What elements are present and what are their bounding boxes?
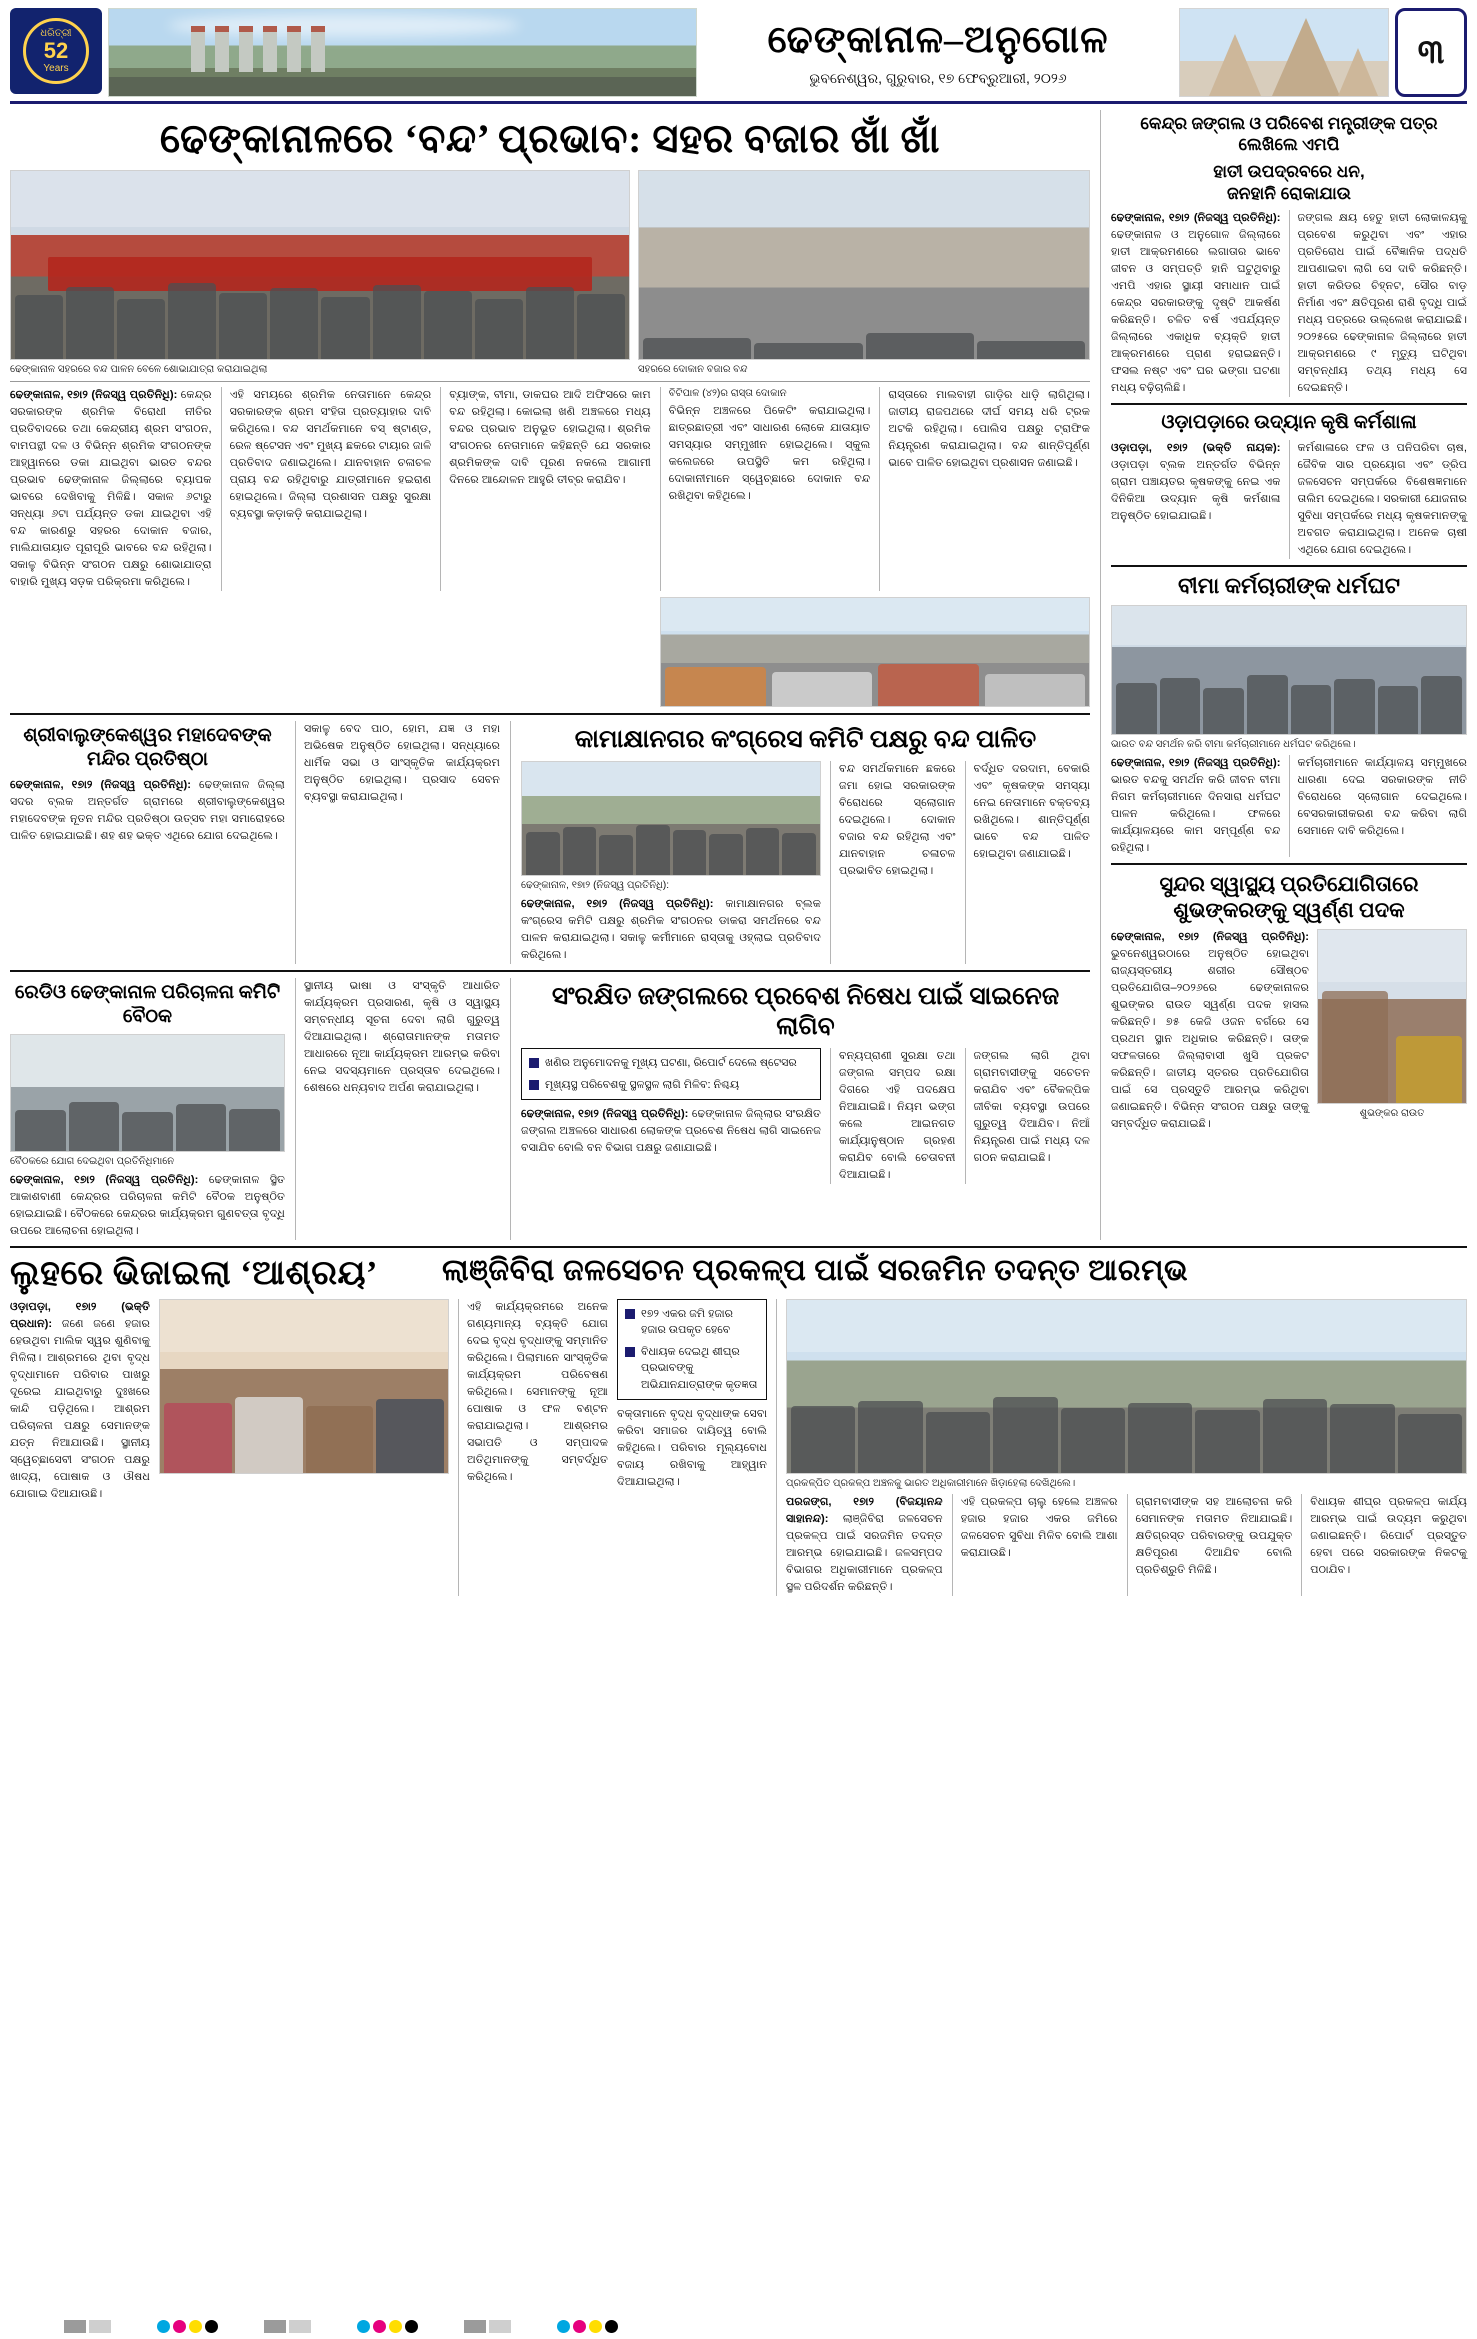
health-headline-2: ଶୁଭଙ୍କରଙ୍କୁ ସ୍ୱର୍ଣ୍ଣ ପଦକ — [1173, 898, 1405, 923]
mandir-text-2: ସକାଳୁ ବେଦ ପାଠ, ହୋମ, ଯଜ୍ଞ ଓ ମହା ଅଭିଷେକ ଅନୁଷ୍ଠିତ ହୋଇଥିଲା। ସନ୍ଧ୍ୟାରେ ଧାର୍ମିକ ସଭା ଓ ସାଂସ୍କୃତିକ କାର୍ଯ୍ୟକ୍ରମ ଅନୁଷ୍ଠିତ ହୋଇଥିଲା। ପ୍ରସାଦ ସେବନ ବ୍ୟବସ୍ଥା କରାଯାଇଥିଲା। — [304, 723, 500, 804]
bullet-square-icon — [529, 1080, 539, 1090]
elephant-body-1 — [1111, 210, 1281, 397]
color-registration-bar — [0, 2313, 1477, 2339]
sanrakhita-note-text-2: ମୂଖ୍ୟସ୍ଥ ପରିବେଶକୁ ସ୍ଥଳସ୍ଥଳ ଲାଗି ମିଳିବ: ନିଶ୍ଚୟ — [545, 1078, 740, 1091]
bottom-right-text-4: ବିଧାୟକ ଶୀଘ୍ର ପ୍ରକଳ୍ପ କାର୍ଯ୍ୟ ଆରମ୍ଭ ପାଇଁ ଉଦ୍ୟମ କରୁଥିବା ଜଣାଇଛନ୍ତି। ରିପୋର୍ଟ ପ୍ରସ୍ତୁତ ହେବା ପରେ ସରକାରଙ୍କ ନିକଟକୁ ପଠାଯିବ। — [1310, 1495, 1467, 1576]
bottom-right-body-3 — [1127, 1494, 1293, 1596]
lead-photo2-caption: ସହରରେ ଦୋକାନ ବଜାର ବନ୍ଦ — [638, 364, 748, 375]
radio-body-2 — [295, 978, 500, 1240]
lead-col3-text: ବ୍ୟାଙ୍କ, ବୀମା, ଡାକଘର ଆଦି ଅଫିସରେ କାମ ବନ୍ଦ ରହିଥିଲା। କୋଇଲା ଖଣି ଅଞ୍ଚଳରେ ମଧ୍ୟ ବନ୍ଦର ପ୍ରଭାବ ଅନୁଭୂତ ହୋଇଥିଲା। ଶ୍ରମିକ ସଂଗଠନର ନେତାମାନେ କହିଛନ୍ତି ଯେ ସରକାର ଶ୍ରମିକଙ୍କ ଦାବି ପୂରଣ ନକଲେ ଆଗାମୀ ଦିନରେ ଆନ୍ଦୋଳନ ଆହୁରି ତୀବ୍ର କରାଯିବ। — [449, 389, 651, 487]
udyan-headline: ଓଡ଼ାପଡ଼ାରେ ଉଦ୍ୟାନ କୃଷି କର୍ମଶାଳା — [1161, 411, 1417, 433]
logo-top-text: ଧରିତ୍ରୀ — [40, 27, 72, 39]
health-text-2: ୭୫ କେଜି ଓଜନ ବର୍ଗରେ ସେ ପ୍ରଥମ ସ୍ଥାନ ଅଧିକାର କରିଛନ୍ତି। ତାଙ୍କ ସଫଳତାରେ ଜିଲ୍ଲାବାସୀ ଖୁସି ପ୍ରକଟ କରିଛନ୍ତି। — [1111, 1015, 1310, 1079]
registration-group-3 — [264, 2320, 311, 2333]
lead-photo1-caption: ଢେଙ୍କାନାଳ ସହରରେ ବନ୍ଦ ପାଳନ ବେଳେ ଶୋଭାଯାତ୍ରା କରାଯାଇଥିଲା — [10, 364, 268, 375]
bima-body-1 — [1111, 755, 1281, 857]
lead-col5-text: ରାସ୍ତାରେ ମାଲବାହୀ ଗାଡ଼ିର ଧାଡ଼ି ଲାଗିଥିଲା। ଜାତୀୟ ରାଜପଥରେ ଦୀର୍ଘ ସମୟ ଧରି ଟ୍ରକ ଅଟକି ରହିଥିଲା। ପୋଲିସ ପକ୍ଷରୁ ଟ୍ରାଫିକ ନିୟନ୍ତ୍ରଣ କରାଯାଇଥିଲା। ବନ୍ଦ ଶାନ୍ତିପୂର୍ଣ୍ଣ ଭାବେ ପାଳିତ ହୋଇଥିବା ପ୍ରଶାସନ ଜଣାଇଛି। — [888, 389, 1090, 470]
bottom-note-box — [617, 1299, 767, 1401]
bottom-right-headline: ଲାଞ୍ଜିବିରା ଜଳସେଚନ ପ୍ରକଳ୍ପ ପାଇଁ ସରଜମିନ ତଦନ୍ତ ଆରମ୍ଭ — [442, 1253, 1189, 1287]
bottom-left-headline: ଲୁହରେ ଭିଜାଇଲା ‘ଆଶ୍ରୟ’ — [10, 1254, 378, 1292]
registration-group-2 — [157, 2320, 218, 2333]
lead-col1-text: କେନ୍ଦ୍ର ସରକାରଙ୍କ ଶ୍ରମିକ ବିରୋଧୀ ନୀତିର ପ୍ରତିବାଦରେ ତଥା କେନ୍ଦ୍ରୀୟ ଶ୍ରମ ସଂଗଠନ, ବାମପନ୍ଥୀ ଦଳ ଓ ବିଭିନ୍ନ ଶ୍ରମିକ ସଂଗଠନଙ୍କ ଆହ୍ୱାନରେ ଡକା ଯାଇଥିବା ଭାରତ ବନ୍ଦର ପ୍ରଭାବ ଢେଙ୍କାନାଳ ଜିଲ୍ଲାରେ ବ୍ୟାପକ ଭାବରେ ଦେଖିବାକୁ ମିଳିଛି। ସକାଳ ୬ଟାରୁ ସନ୍ଧ୍ୟା ୬ଟା ପର୍ଯ୍ୟନ୍ତ ଡକା ଯାଇଥିବା ଏହି ବନ୍ଦ କାରଣରୁ ସହରର ଦୋକାନ ବଜାର, ମାଲିଯାତାୟାତ ପୂରାପୂରି ଭାବରେ ବନ୍ଦ ରହିଥିଲା। ସକାଳୁ ବିଭିନ୍ନ ସଂଗଠନ ପକ୍ଷରୁ ଶୋଭାଯାତ୍ରା ବାହାରି ମୁଖ୍ୟ ସଡ଼କ ପରିକ୍ରମା କରିଥିଲେ। — [10, 389, 212, 589]
elephant-text-5: ୨୦୨୫ରେ ଢେଙ୍କାନାଳ ଜିଲ୍ଲାରେ ହାତୀ ଆକ୍ରମଣରେ ୯ ମୃତ୍ୟୁ ଘଟିଥିବା ସମ୍ବନ୍ଧୀୟ ତଥ୍ୟ ମଧ୍ୟ ସେ ଦେଇଛନ୍ତି। — [1297, 330, 1467, 394]
sanrakhita-text-2: ବନ୍ୟପ୍ରାଣୀ ସୁରକ୍ଷା ତଥା ଜଙ୍ଗଲ ସମ୍ପଦ ରକ୍ଷା ଦିଗରେ ଏହି ପଦକ୍ଷେପ ନିଆଯାଇଛି। ନିୟମ ଭଙ୍ଗ କଲେ ଆଇନଗତ କାର୍ଯ୍ୟାନୁଷ୍ଠାନ ଗ୍ରହଣ କରାଯିବ ବୋଲି ଚେତାବନୀ ଦିଆଯାଇଛି। — [839, 1050, 956, 1182]
sanrakhita-body-3 — [965, 1048, 1091, 1184]
bottom-right-dateline: ପରଜଙ୍ଗ, ୧୭ା୨ (ବିଜୟାନନ୍ଦ ସାହାନନ୍ଦ): — [786, 1495, 943, 1525]
edition-title: ଢେଙ୍କାନାଳ–ଅନୁଗୋଳ — [767, 19, 1109, 61]
lead-body-col-4 — [660, 387, 871, 591]
radio-body-1 — [10, 1172, 285, 1240]
elephant-dateline: ଢେଙ୍କାନାଳ, ୧୭ା୨ (ନିଜସ୍ୱ ପ୍ରତିନିଧି): — [1111, 211, 1281, 224]
health-body-1 — [1111, 929, 1309, 1133]
bima-headline: ବୀମା କର୍ମଚାରୀଙ୍କ ଧର୍ମଘଟ — [1177, 572, 1401, 598]
mandir-headline: ଶ୍ରୀବାଲୁଙ୍କେଶ୍ୱର ମହାଦେବଙ୍କ ମନ୍ଦିର ପ୍ରତିଷ୍ଠା — [23, 725, 272, 770]
mandir-body-2 — [295, 721, 500, 964]
health-dateline: ଢେଙ୍କାନାଳ, ୧୭ା୨ (ନିଜସ୍ୱ ପ୍ରତିନିଧି): — [1111, 930, 1309, 943]
congress-article — [510, 721, 1090, 964]
bottom-mid-text-3: ବକ୍ତାମାନେ ବୃଦ୍ଧ ବୃଦ୍ଧାଙ୍କ ସେବା କରିବା ସମାଜର ଦାୟିତ୍ୱ ବୋଲି କହିଥିଲେ। ପରିବାର ମୂଲ୍ୟବୋଧ ବଜାୟ ରଖିବାକୁ ଆହ୍ୱାନ ଦିଆଯାଇଥିଲା। — [617, 1408, 767, 1489]
lead-body-col-3 — [440, 387, 651, 591]
lead-headline: ଢେଙ୍କାନାଳରେ ‘ବନ୍ଦ’ ପ୍ରଭାବ: ସହର ବଜାର ଖାଁ ଖାଁ — [159, 116, 941, 161]
registration-group-5 — [464, 2320, 511, 2333]
bottom-mid-text-2: ସେମାନଙ୍କୁ ନୂଆ ପୋଷାକ ଓ ଫଳ ବଣ୍ଟନ କରାଯାଇଥିଲା। ଆଶ୍ରମର ସଭାପତି ଓ ସମ୍ପାଦକ ଅତିଥିମାନଙ୍କୁ ସମ୍ବର୍ଦ୍ଧିତ କରିଥିଲେ। — [467, 1385, 608, 1484]
radio-text-1: ଢେଙ୍କାନାଳ ସ୍ଥିତ ଆକାଶବାଣୀ କେନ୍ଦ୍ରର ପରିଚାଳନା କମିଟି ବୈଠକ ଅନୁଷ୍ଠିତ ହୋଇଯାଇଛି। ବୈଠକରେ କେନ୍ଦ୍ରର କାର୍ଯ୍ୟକ୍ରମ ଗୁଣବତ୍ତା ବୃଦ୍ଧି ଉପରେ ଆଲୋଚନା ହୋଇଥିଲା। — [10, 1173, 286, 1237]
masthead — [10, 8, 1467, 104]
bottom-right-body-2 — [952, 1494, 1118, 1596]
radio-photo — [10, 1034, 285, 1152]
registration-group-4 — [357, 2320, 418, 2333]
elephant-subhead-1: ହାତୀ ଉପଦ୍ରବରେ ଧନ, — [1213, 161, 1365, 181]
udyan-text-3: ସରକାରୀ ଯୋଜନାର ସୁବିଧା ସମ୍ପର୍କରେ ମଧ୍ୟ କୃଷକମାନଙ୍କୁ ଅବଗତ କରାଯାଇଥିଲା। ଅନେକ ଚାଷୀ ଏଥିରେ ଯୋଗ ଦେଇଥିଲେ। — [1297, 492, 1467, 556]
bima-text-1: ଭାରତ ବନ୍ଦକୁ ସମର୍ଥନ କରି ଜୀବନ ବୀମା ନିଗମ କର୍ମଚାରୀମାନେ ଦିନସାରା ଧର୍ମଘଟ ପାଳନ କରିଥିଲେ। ଫଳରେ କାର୍ଯ୍ୟାଳୟରେ କାମ ସମ୍ପୂର୍ଣ୍ଣ ବନ୍ଦ ରହିଥିଲା। — [1111, 774, 1281, 855]
bottom-note-text-2: ବିଧାୟକ ଦେଇଥି ଶୀଘ୍ର ପ୍ରଭାବଙ୍କୁ ଅଭିଯାନଯାତ୍ରାଙ୍କ କୃତଜ୍ଞତା — [641, 1345, 758, 1391]
registration-group-1 — [64, 2320, 111, 2333]
udyan-text-1: ଓଡ଼ାପଡ଼ା ବ୍ଲକ ଅନ୍ତର୍ଗତ ବିଭିନ୍ନ ଗ୍ରାମ ପଞ୍ଚାୟତର କୃଷକଙ୍କୁ ନେଇ ଏକ ଦିନିକିଆ ଉଦ୍ୟାନ କୃଷି କର୍ମଶାଳା ଅନୁଷ୍ଠିତ ହୋଇଯାଇଛି। — [1111, 458, 1281, 522]
radio-photo-caption: ବୈଠକରେ ଯୋଗ ଦେଇଥିବା ପ୍ରତିନିଧିମାନେ — [10, 1155, 175, 1167]
bottom-right-text-1: ଲାଞ୍ଜିବିରା ଜଳସେଚନ ପ୍ରକଳ୍ପ ପାଇଁ ସରଜମିନ ତଦନ୍ତ ଆରମ୍ଭ ହୋଇଯାଇଛି। ଜଳସମ୍ପଦ ବିଭାଗର ଅଧିକାରୀମାନେ ପ୍ରକଳ୍ପ ସ୍ଥଳ ପରିଦର୍ଶନ କରିଛନ୍ତି। — [786, 1512, 943, 1593]
elephant-headline: କେନ୍ଦ୍ର ଜଙ୍ଗଲ ଓ ପରିବେଶ ମନ୍ତ୍ରୀଙ୍କ ପତ୍ର ଲେଖିଲେ ଏମପି — [1140, 114, 1438, 155]
bullet-square-icon — [625, 1309, 635, 1319]
bottom-right-text-3: ଗ୍ରାମବାସୀଙ୍କ ସହ ଆଲୋଚନା କରି ସେମାନଙ୍କ ମତାମତ ନିଆଯାଇଛି। କ୍ଷତିଗ୍ରସ୍ତ ପରିବାରଙ୍କୁ ଉପଯୁକ୍ତ କ୍ଷତିପୂରଣ ଦିଆଯିବ ବୋଲି ପ୍ରତିଶ୍ରୁତି ମିଳିଛି। — [1135, 1495, 1293, 1576]
bottom-right-body-1 — [786, 1494, 943, 1596]
radio-text-3: ଶ୍ରୋତାମାନଙ୍କ ମତାମତ ଆଧାରରେ ନୂଆ କାର୍ଯ୍ୟକ୍ରମ ଆରମ୍ଭ କରିବା ନେଇ ସଦସ୍ୟମାନେ ପ୍ରସ୍ତାବ ଦେଇଥିଲେ। ଶେଷରେ ଧନ୍ୟବାଦ ଅର୍ପଣ କରାଯାଇଥିଲା। — [304, 1031, 500, 1095]
elephant-text-3: ଜଙ୍ଗଲ କ୍ଷୟ ହେତୁ ହାତୀ ଲୋକାଳୟକୁ ପ୍ରବେଶ କରୁଥିବା ଏବଂ ଏହାର ପ୍ରତିରୋଧ ପାଇଁ ବୈଜ୍ଞାନିକ ପଦ୍ଧତି ଆପଣାଇବା ଲାଗି ସେ ଦାବି କରିଛନ୍ତି। — [1297, 211, 1467, 275]
congress-body-2 — [830, 761, 956, 964]
sanrakhita-article — [510, 978, 1090, 1240]
health-headline — [1111, 871, 1467, 924]
edition-dateline: ଭୁବନେଶ୍ୱର, ଗୁରୁବାର, ୧୭ ଫେବ୍ରୁଆରୀ, ୨୦୨୬ — [809, 70, 1067, 86]
bottom-left-text-2: ଆଶ୍ରମ ପରିଚାଳନା ପକ୍ଷରୁ ସେମାନଙ୍କ ଯତ୍ନ ନିଆଯାଉଛି। ସ୍ଥାନୀୟ ସ୍ୱେଚ୍ଛାସେବୀ ସଂଗଠନ ପକ୍ଷରୁ ଖାଦ୍ୟ, ପୋଷାକ ଓ ଔଷଧ ଯୋଗାଇ ଦିଆଯାଉଛି। — [10, 1403, 151, 1501]
health-text-1: ଭୁବନେଶ୍ୱରଠାରେ ଅନୁଷ୍ଠିତ ହୋଇଥିବା ରାଜ୍ୟସ୍ତରୀୟ ଶରୀର ସୌଷ୍ଠବ ପ୍ରତିଯୋଗିତା–୨୦୨୬ରେ ଢେଙ୍କାନାଳର ଶୁଭଙ୍କର ରାଉତ ସ୍ୱର୍ଣ୍ଣ ପଦକ ହାସଲ କରିଛନ୍ତି। — [1111, 947, 1309, 1028]
radio-text-2: ସ୍ଥାନୀୟ ଭାଷା ଓ ସଂସ୍କୃତି ଆଧାରିତ କାର୍ଯ୍ୟକ୍ରମ ପ୍ରସାରଣ, କୃଷି ଓ ସ୍ୱାସ୍ଥ୍ୟ ସମ୍ବନ୍ଧୀୟ ସୂଚନା ଦେବା ଲାଗି ଗୁରୁତ୍ୱ ଦିଆଯାଇଥିଲା। — [304, 980, 500, 1044]
elephant-subhead-2: ଜନହାନି ରୋକାଯାଉ — [1227, 183, 1351, 203]
masthead-title-block — [703, 8, 1173, 97]
right-rail — [1100, 110, 1467, 1240]
logo-years-label: Years — [43, 63, 69, 75]
page-number: ୩ — [1395, 8, 1467, 97]
bullet-square-icon — [529, 1058, 539, 1068]
lead-body-col-1 — [10, 387, 212, 591]
bullet-square-icon — [625, 1347, 635, 1357]
congress-headline: କାମାକ୍ଷାନଗର କଂଗ୍ରେସ କମିଟି ପକ୍ଷରୁ ବନ୍ଦ ପାଳିତ — [574, 726, 1037, 754]
lanjibira-photo-caption: ପ୍ରକଳ୍ପିତ ପ୍ରକଳ୍ପ ଅଞ୍ଚଳକୁ ଭାରତ ଅଧିକାରୀମାନେ ଖିଡ଼ାହେଲା ଦେଖିଥିଲେ। — [786, 1477, 1076, 1489]
publication-logo — [10, 8, 102, 94]
congress-photo-caption: ଢେଙ୍କାନାଳ, ୧୭ା୨ (ନିଜସ୍ୱ ପ୍ରତିନିଧି): — [521, 880, 670, 892]
sanrakhita-dateline: ଢେଙ୍କାନାଳ, ୧୭ା୨ (ନିଜସ୍ୱ ପ୍ରତିନିଧି): — [521, 1108, 689, 1121]
elephant-body-2 — [1289, 210, 1468, 397]
congress-body-3 — [965, 761, 1091, 964]
mandir-text-1: ଢେଙ୍କାନାଳ ଜିଲ୍ଲା ସଦର ବ୍ଲକ ଅନ୍ତର୍ଗତ ଗ୍ରାମରେ ଶ୍ରୀବାଲୁଙ୍କେଶ୍ୱର ମହାଦେବଙ୍କ ନୂତନ ମନ୍ଦିର ପ୍ରତିଷ୍ଠା ଉତ୍ସବ ମହା ସମାରୋହରେ ପାଳିତ ହୋଇଯାଇଛି। ଶହ ଶହ ଭକ୍ତ ଏଥିରେ ଯୋଗ ଦେଇଥିଲେ। — [10, 778, 285, 842]
bima-text-2: କର୍ମଚାରୀମାନେ କାର୍ଯ୍ୟାଳୟ ସମ୍ମୁଖରେ ଧାରଣା ଦେଇ ସରକାରଙ୍କ ନୀତି ବିରୋଧରେ ସ୍ଲୋଗାନ ଦେଇଥିଲେ। ବେସରକାରୀକରଣ ବନ୍ଦ କରିବା ଲାଗି ସେମାନେ ଦାବି କରିଥିଲେ। — [1297, 757, 1467, 838]
bottom-mid-body — [458, 1299, 608, 1596]
health-photo-caption: ଶୁଭଙ୍କର ରାଉତ — [1359, 1107, 1425, 1119]
sanrakhita-note-1 — [521, 1048, 821, 1100]
elephant-subhead — [1111, 161, 1467, 205]
masthead-photo-temple — [1179, 8, 1389, 97]
lead-photo-street — [638, 170, 1090, 360]
sanrakhita-body-1 — [521, 1106, 821, 1157]
bottom-right-body-4 — [1301, 1494, 1467, 1596]
elephant-text-4: ହାତୀ କରିଡର ଚିହ୍ନଟ, ସୌର ବାଡ଼ ନିର୍ମାଣ ଏବଂ କ୍ଷତିପୂରଣ ରାଶି ବୃଦ୍ଧି ପାଇଁ ମଧ୍ୟ ପତ୍ରରେ ଉଲ୍ଲେଖ କରାଯାଇଛି। — [1297, 279, 1467, 326]
udyan-text-2: କର୍ମଶାଳାରେ ଫଳ ଓ ପନିପରିବା ଚାଷ, ଜୈବିକ ସାର ପ୍ରୟୋଗ ଏବଂ ଡ୍ରିପ ଜଳସେଚନ ସମ୍ପର୍କରେ ବିଶେଷଜ୍ଞମାନେ ତାଲିମ ଦେଇଥିଲେ। — [1297, 441, 1467, 505]
congress-photo — [521, 761, 821, 876]
bottom-left-body-1 — [10, 1299, 150, 1596]
lead-col4-text: ବିଭିନ୍ନ ଅଞ୍ଚଳରେ ପିକେଟିଂ କରାଯାଇଥିଲା। ଛାତ୍ରଛାତ୍ରୀ ଏବଂ ସାଧାରଣ ଲୋକେ ଯାତାୟାତ ସମସ୍ୟାର ସମ୍ମୁଖୀନ ହୋଇଥିଲେ। ସ୍କୁଲ କଲେଜରେ ଉପସ୍ଥିତି କମ ରହିଥିଲା। ଦୋକାନୀମାନେ ସ୍ୱେଚ୍ଛାରେ ଦୋକାନ ବନ୍ଦ ରଖିଥିବା କହିଥିଲେ। — [668, 405, 871, 503]
udyan-dateline: ଓଡ଼ାପଡ଼ା, ୧୭ା୨ (ଭକ୍ତି ନାୟକ): — [1111, 441, 1281, 454]
congress-dateline: ଢେଙ୍କାନାଳ, ୧୭ା୨ (ନିଜସ୍ୱ ପ୍ରତିନିଧି): — [521, 898, 714, 911]
elephant-text-1: ଢେଙ୍କାନାଳ ଓ ଅନୁଗୋଳ ଜିଲ୍ଲାରେ ହାତୀ ଆକ୍ରମଣରେ ଲଗାତାର ଭାବେ ଜୀବନ ଓ ସମ୍ପତ୍ତି ହାନି ଘଟୁଥିବାରୁ ଏମପି ଏହାର ସ୍ଥାୟୀ ସମାଧାନ ପାଇଁ କେନ୍ଦ୍ର ସରକାରଙ୍କୁ ଦୃଷ୍ଟି ଆକର୍ଷଣ କରିଛନ୍ତି। — [1111, 228, 1281, 326]
udyan-body-2 — [1289, 440, 1468, 559]
bottom-left-dateline: ଓଡ଼ାପଡ଼ା, ୧୭ା୨ (ଭକ୍ତି ପ୍ରଧାନ): — [10, 1300, 150, 1330]
lead-photo-truck-queue — [660, 597, 1090, 707]
bima-dateline: ଢେଙ୍କାନାଳ, ୧୭ା୨ (ନିଜସ୍ୱ ପ୍ରତିନିଧି): — [1111, 757, 1281, 770]
sanrakhita-body-2 — [830, 1048, 956, 1184]
lead-photo3-caption: ବିଟିପାଳ (୪୨)ର ରାସ୍ତା ଦୋକାନ — [668, 388, 787, 399]
lead-dateline: ଢେଙ୍କାନାଳ, ୧୭ା୨ (ନିଜସ୍ୱ ପ୍ରତିନିଧି): — [10, 389, 178, 401]
bottom-left-text-1: ଜଣେ ଜଣେ ହଜାର ହେଉଥିବା ମାଲିକ ସ୍ୱର ଶୁଣିବାକୁ ମିଳିଲା। ଆଶ୍ରମରେ ଥିବା ବୃଦ୍ଧ ବୃଦ୍ଧାମାନେ ପରିବାର ପାଖରୁ ଦୂରେଇ ଯାଇଥିବାରୁ ଦୁଃଖରେ କାନ୍ଦି ପଡ଼ିଥିଲେ। — [10, 1317, 151, 1415]
logo-years-number: 52 — [43, 37, 69, 63]
congress-text-1: କାମାକ୍ଷାନଗର ବ୍ଲକ କଂଗ୍ରେସ କମିଟି ପକ୍ଷରୁ ଶ୍ରମିକ ସଂଗଠନର ଡାକରା ସମର୍ଥନରେ ବନ୍ଦ ପାଳନ କରାଯାଇଥିଲା। ସକାଳୁ କର୍ମୀମାନେ ରାସ୍ତାକୁ ଓହ୍ଲାଇ ପ୍ରତିବାଦ କରିଥିଲେ। — [521, 898, 821, 962]
sanrakhita-text-1: ଢେଙ୍କାନାଳ ଜିଲ୍ଲାର ସଂରକ୍ଷିତ ଜଙ୍ଗଲ ଅଞ୍ଚଳରେ ସାଧାରଣ ଲୋକଙ୍କ ପ୍ରବେଶ ନିଷେଧ ଲାଗି ସାଇନେଜ ବସାଯିବ ବୋଲି ବନ ବିଭାଗ ପକ୍ଷରୁ ଜଣାଯାଇଛି। — [521, 1108, 821, 1155]
sanrakhita-note-text-1: ଖଣିର ଅନୁମୋଦନକୁ ମୂଖ୍ୟ ଘଟଣା, ରିପୋର୍ଟ ଦେଲେ ଷ୍ଟେସର — [545, 1057, 797, 1070]
health-headline-1: ସୁନ୍ଦର ସ୍ୱାସ୍ଥ୍ୟ ପ୍ରତିଯୋଗିତାରେ — [1159, 872, 1419, 897]
congress-body-1 — [521, 896, 821, 964]
lead-body-col-2 — [221, 387, 432, 591]
radio-headline: ରେଡିଓ ଢେଙ୍କାନାଳ ପରିଚାଳନା କମିଟି ବୈଠକ — [14, 982, 281, 1027]
ashraya-photo — [159, 1299, 449, 1474]
bottom-mid-text-1: ଏହି କାର୍ଯ୍ୟକ୍ରମରେ ଅନେକ ଗଣ୍ୟମାନ୍ୟ ବ୍ୟକ୍ତି ଯୋଗ ଦେଇ ବୃଦ୍ଧ ବୃଦ୍ଧାଙ୍କୁ ସମ୍ମାନିତ କରିଥିଲେ। ପିଲାମାନେ ସାଂସ୍କୃତିକ କାର୍ଯ୍ୟକ୍ରମ ପରିବେଷଣ କରିଥିଲେ। — [467, 1300, 608, 1398]
bottom-note-text-1: ୧୭୨ ଏକର ଜମି ହଜାର ହଜାର ଉପକୃତ ହେବେ — [641, 1307, 733, 1337]
registration-group-6 — [557, 2320, 618, 2333]
bima-body-2 — [1289, 755, 1468, 857]
udyan-body-1 — [1111, 440, 1281, 559]
bima-photo-caption: ଭାରତ ବନ୍ଦ ସମର୍ଥନ କରି ବୀମା କର୍ମଚାରୀମାନେ ଧର୍ମଘଟ କରିଥିଲେ। — [1111, 739, 1356, 751]
radio-article — [10, 978, 285, 1240]
lanjibira-photo — [786, 1299, 1467, 1474]
bottom-right-text-2: ଏହି ପ୍ରକଳ୍ପ ଚାଲୁ ହେଲେ ଅଞ୍ଚଳର ହଜାର ହଜାର ଏକର ଜମିରେ ଜଳସେଚନ ସୁବିଧା ମିଳିବ ବୋଲି ଆଶା କରାଯାଉଛି। — [960, 1495, 1118, 1559]
lead-photo-rally — [10, 170, 630, 360]
lead-col2-text: ଏହି ସମୟରେ ଶ୍ରମିକ ନେତାମାନେ କେନ୍ଦ୍ର ସରକାରଙ୍କ ଶ୍ରମ ସଂହିତା ପ୍ରତ୍ୟାହାର ଦାବି କରିଥିଲେ। ବନ୍ଦ ସମର୍ଥକମାନେ ବସ୍ ଷ୍ଟାଣ୍ଡ, ରେଳ ଷ୍ଟେସନ ଏବଂ ମୁଖ୍ୟ ଛକରେ ଟାୟାର ଜାଳି ପ୍ରତିବାଦ ଜଣାଇଥିଲେ। ଯାନବାହାନ ଚଳାଚଳ ପ୍ରାୟ ବନ୍ଦ ରହିଥିବାରୁ ଯାତ୍ରୀମାନେ ହଇରାଣ ହୋଇଥିଲେ। ଜିଲ୍ଲା ପ୍ରଶାସନ ପକ୍ଷରୁ ସୁରକ୍ଷା ବ୍ୟବସ୍ଥା କଡ଼ାକଡ଼ି କରାଯାଇଥିଲା। — [229, 389, 432, 521]
radio-dateline: ଢେଙ୍କାନାଳ, ୧୭ା୨ (ନିଜସ୍ୱ ପ୍ରତିନିଧି): — [10, 1173, 199, 1186]
bottom-mid-body-2 — [617, 1406, 767, 1491]
health-photo-athlete — [1317, 929, 1467, 1104]
mandir-body — [10, 777, 285, 845]
sanrakhita-text-3: ଜଙ୍ଗଲ ଲାଗି ଥିବା ଗ୍ରାମବାସୀଙ୍କୁ ସଚେତନ କରାଯିବ ଏବଂ ବୈକଳ୍ପିକ ଜୀବିକା ବ୍ୟବସ୍ଥା ଉପରେ ଗୁରୁତ୍ୱ ଦିଆଯିବ। ନିଆଁ ନିୟନ୍ତ୍ରଣ ପାଇଁ ମଧ୍ୟ ଦଳ ଗଠନ କରାଯାଇଛି। — [973, 1050, 1090, 1165]
elephant-text-2: ଚଳିତ ବର୍ଷ ଏପର୍ଯ୍ୟନ୍ତ ଜିଲ୍ଲାରେ ଏକାଧିକ ବ୍ୟକ୍ତି ହାତୀ ଆକ୍ରମଣରେ ପ୍ରାଣ ହରାଇଛନ୍ତି। ଫସଲ ନଷ୍ଟ ଏବଂ ଘର ଭଙ୍ଗା ଘଟଣା ମଧ୍ୟ ବଢ଼ିଚାଲିଛି। — [1111, 313, 1281, 394]
masthead-photo-industry — [108, 8, 697, 97]
congress-text-3: ବର୍ଦ୍ଧିତ ଦରଦାମ, ବେକାରି ଏବଂ କୃଷକଙ୍କ ସମସ୍ୟା ନେଇ ନେତାମାନେ ବକ୍ତବ୍ୟ ରଖିଥିଲେ। ଶାନ୍ତିପୂର୍ଣ୍ଣ ଭାବେ ବନ୍ଦ ପାଳିତ ହୋଇଥିବା ଜଣାଯାଇଛି। — [973, 763, 1090, 861]
lead-body-col-5 — [879, 387, 1090, 591]
bima-photo — [1111, 605, 1467, 735]
congress-text-2: ବନ୍ଦ ସମର୍ଥକମାନେ ଛକରେ ଜମା ହୋଇ ସରକାରଙ୍କ ବିରୋଧରେ ସ୍ଲୋଗାନ ଦେଇଥିଲେ। ଦୋକାନ ବଜାର ବନ୍ଦ ରହିଥିଲା ଏବଂ ଯାନବାହାନ ଚଳାଚଳ ପ୍ରଭାବିତ ହୋଇଥିଲା। — [839, 763, 956, 878]
mandir-dateline: ଢେଙ୍କାନାଳ, ୧୭ା୨ (ନିଜସ୍ୱ ପ୍ରତିନିଧି): — [10, 778, 191, 791]
sanrakhita-headline: ସଂରକ୍ଷିତ ଜଙ୍ଗଲରେ ପ୍ରବେଶ ନିଷେଧ ପାଇଁ ସାଇନେଜ ଲାଗିବ — [551, 983, 1060, 1041]
health-text-3: ଜାତୀୟ ସ୍ତରର ପ୍ରତିଯୋଗିତା ପାଇଁ ସେ ପ୍ରସ୍ତୁତି ଆରମ୍ଭ କରିଥିବା ଜଣାଇଛନ୍ତି। ବିଭିନ୍ନ ସଂଗଠନ ପକ୍ଷରୁ ତାଙ୍କୁ ସମ୍ବର୍ଦ୍ଧିତ କରାଯାଇଛି। — [1111, 1066, 1309, 1130]
